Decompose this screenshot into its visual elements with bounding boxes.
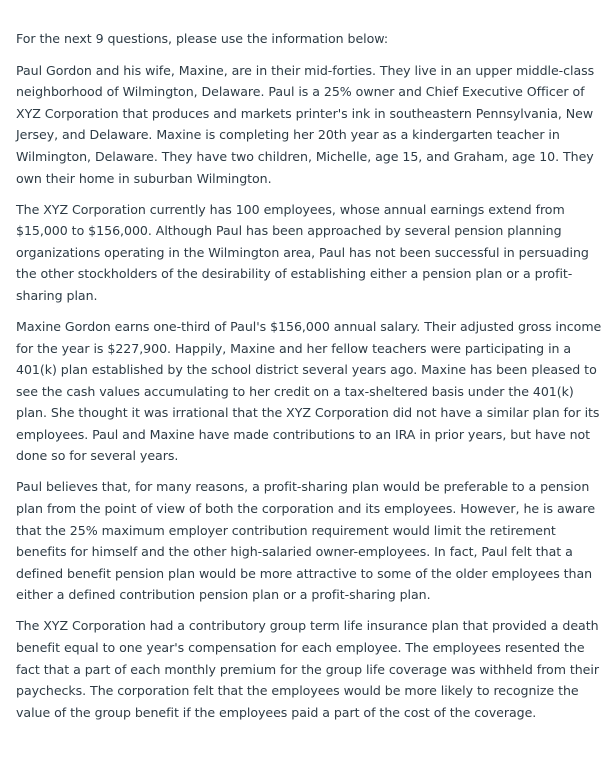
intro-text: For the next 9 questions, please use the information below: xyxy=(16,31,389,46)
paragraph-profit-sharing: Paul believes that, for many reasons, a profit-sharing plan would be preferable to a pension plan from the point of view of both the corporation and its employees. However, he is aware that the 25% maximum employer contribution requirement would limit the retirement benefits for himself and the other high-salaried owner-employees. In fact, Paul felt that a defined benefit pension plan would be more attractive to some of the older employees than either a defined contribution pension plan or a profit-sharing plan. xyxy=(16,479,596,603)
paragraph-background: Paul Gordon and his wife, Maxine, are in their mid-forties. They live in an upper middle-class neighborhood of Wilmington, Delaware. Paul is a 25% owner and Chief Executive Officer of XYZ Corporation that produces and markets printer's ink in southeastern Pennsylvania, New Jersey, and Delaware. Maxine is completing her 20th year as a kindergarten teacher in Wilmington, Delaware. They have two children, Michelle, age 15, and Graham, age 10. They own their home in suburban Wilmington. xyxy=(16,62,595,186)
paragraph-maxine-income: Maxine Gordon earns one-third of Paul's $156,000 annual salary. Their adjusted gross income for the year is $227,900. Happily, Maxine and her fellow teachers were participating in a 401(k) plan established by the school district several years ago. Maxine has been pleased to see the cash values accumulating to her credit on a tax-sheltered basis under the 401(k) plan. She thought it was irrational that the XYZ Corporation did not have a similar plan for its employees. Paul and Maxine have made contributions to an IRA in prior years, but have not done so for several years. xyxy=(16,318,602,464)
paragraph-corporation: The XYZ Corporation currently has 100 employees, whose annual earnings extend from $15,000 to $156,000. Although Paul has been approached by several pension planning organizations operating in the Wilmington area, Paul has not been successful in persuading the other stockholders of the desirability of establishing either a pension plan or a profit-sharing plan. xyxy=(16,201,589,303)
question-context xyxy=(16,28,608,733)
paragraph-group-life: The XYZ Corporation had a contributory group term life insurance plan that provided a death benefit equal to one year's compensation for each employee. The employees resented the fact that a part of each monthly premium for the group life coverage was withheld from their paychecks. The corporation felt that the employees would be more likely to recognize the value of the group benefit if the employees paid a part of the cost of the coverage. xyxy=(16,618,599,720)
